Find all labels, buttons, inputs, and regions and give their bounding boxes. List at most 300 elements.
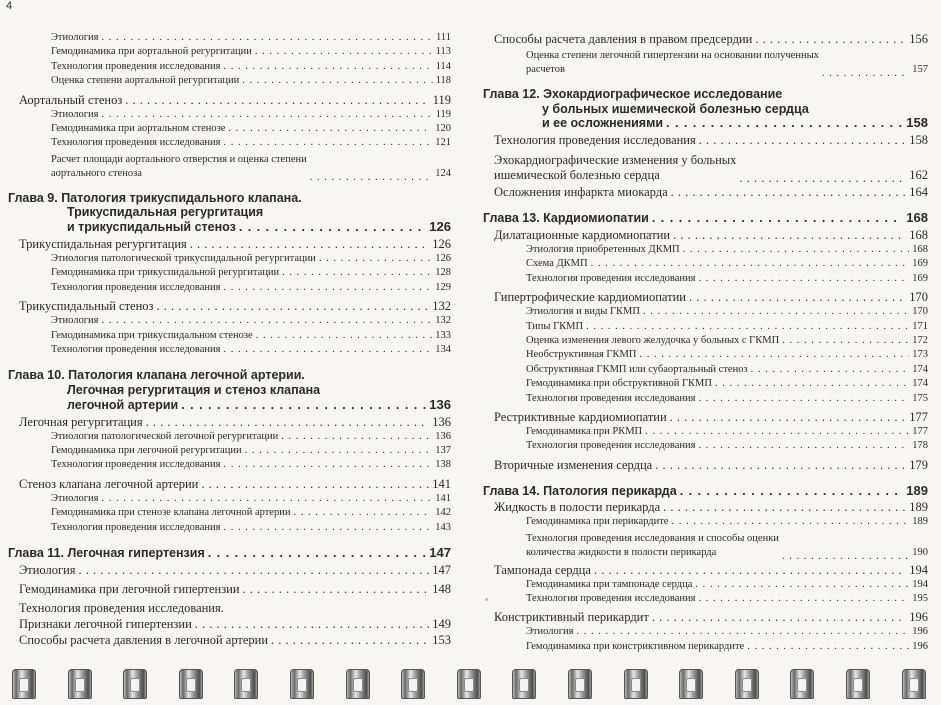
toc-entry-title-line: количества жидкости в полости перикарда bbox=[526, 547, 717, 559]
chapter-title: и трикуспидальный стеноз bbox=[67, 220, 236, 235]
chapter-title-line bbox=[8, 220, 451, 235]
toc-leader-dots bbox=[190, 238, 429, 251]
binding-ring bbox=[346, 669, 370, 699]
toc-entry-title: Технология проведения исследования bbox=[526, 392, 696, 404]
toc-entry-title: Технология проведения исследования. bbox=[19, 600, 224, 615]
toc-leader-dots bbox=[181, 398, 426, 411]
chapter-title: и ее осложнениями bbox=[542, 116, 664, 131]
toc-entry-title: Способы расчета давления в легочной артерии bbox=[19, 632, 269, 647]
toc-entry-title: Трикуспидальный стеноз bbox=[19, 299, 154, 314]
binding-ring bbox=[846, 669, 870, 699]
toc-entry-page: 170 bbox=[909, 290, 928, 305]
toc-leader-dots bbox=[319, 254, 432, 265]
chapter-heading bbox=[8, 546, 451, 561]
toc-entry-title: Констриктивный перикардит bbox=[494, 610, 649, 625]
toc-leader-dots bbox=[310, 171, 433, 182]
chapter-page: 147 bbox=[429, 545, 451, 561]
toc-entry bbox=[526, 594, 928, 608]
toc-entry-title: Тампонада сердца bbox=[494, 562, 591, 577]
toc-entry-title: Технология проведения исследования bbox=[51, 281, 221, 293]
toc-entry-page: 190 bbox=[912, 547, 928, 559]
toc-entry bbox=[526, 642, 928, 656]
toc-entry bbox=[19, 564, 451, 580]
toc-entry-title: Этиология bbox=[51, 108, 99, 120]
toc-entry-title: Дилатационные кардиомиопатии bbox=[494, 228, 671, 242]
toc-leader-dots bbox=[680, 484, 904, 497]
binding-ring bbox=[234, 669, 258, 699]
toc-leader-dots bbox=[586, 322, 909, 333]
toc-entry bbox=[51, 76, 451, 90]
binding-ring bbox=[735, 669, 759, 699]
toc-entry-title: Вторичные изменения сердца bbox=[494, 457, 653, 472]
toc-leader-dots bbox=[243, 583, 430, 596]
toc-entry bbox=[526, 379, 928, 393]
binding-ring bbox=[902, 669, 926, 699]
toc-entry bbox=[19, 634, 451, 650]
page-number: 4 bbox=[6, 0, 13, 12]
toc-leader-dots bbox=[689, 291, 906, 304]
toc-entry-title: Гемодинамика при аортальной регургитации bbox=[51, 46, 252, 58]
toc-entry-page: 126 bbox=[435, 252, 451, 264]
chapter-heading bbox=[8, 191, 451, 235]
toc-entry-page: 119 bbox=[435, 108, 451, 120]
toc-entry-title bbox=[51, 153, 307, 182]
binding-ring bbox=[624, 669, 648, 699]
toc-right-column bbox=[483, 33, 928, 656]
toc-leader-dots bbox=[645, 427, 909, 438]
toc-leader-dots bbox=[698, 441, 909, 452]
binding-ring bbox=[401, 669, 425, 699]
toc-entry bbox=[51, 460, 451, 474]
toc-leader-dots bbox=[255, 47, 433, 58]
toc-entry-page: 124 bbox=[435, 168, 451, 180]
toc-entry-title: Стеноз клапана легочной артерии bbox=[19, 476, 199, 491]
toc-entry bbox=[51, 316, 451, 330]
toc-entry-title: Технология проведения исследования bbox=[51, 137, 221, 149]
toc-entry-title: Технология проведения исследования bbox=[51, 60, 221, 72]
toc-entry bbox=[19, 238, 451, 254]
toc-entry-page: 170 bbox=[912, 306, 928, 318]
toc-entry-page: 168 bbox=[912, 244, 928, 255]
toc-entry bbox=[51, 508, 451, 522]
toc-entry bbox=[51, 432, 451, 446]
toc-leader-dots bbox=[822, 67, 909, 78]
toc-leader-dots bbox=[245, 446, 433, 457]
chapter-page: 189 bbox=[906, 482, 928, 498]
binding-ring bbox=[12, 669, 36, 699]
toc-entry-title-line: Эхокардиографические изменения у больных bbox=[494, 153, 737, 168]
toc-entry-title-line: ишемической болезнью сердца bbox=[494, 168, 660, 183]
chapter-title-line: Глава 9. Патология трикуспидального клапана. bbox=[8, 190, 302, 205]
toc-entry-title bbox=[494, 153, 736, 183]
toc-entry-page: 177 bbox=[909, 409, 928, 424]
toc-entry-page: 175 bbox=[912, 392, 928, 404]
chapter-title-line: Глава 10. Патология клапана легочной артерии. bbox=[8, 368, 305, 383]
chapter-page: 126 bbox=[429, 219, 451, 235]
toc-entry bbox=[526, 441, 928, 455]
toc-entry bbox=[494, 229, 928, 245]
toc-entry bbox=[526, 322, 928, 336]
toc-leader-dots bbox=[125, 94, 429, 107]
toc-entry-page: 138 bbox=[435, 459, 451, 471]
toc-entry-title-line: Расчет площади аортального отверстия и оценка степени bbox=[51, 153, 307, 165]
toc-leader-dots bbox=[671, 517, 909, 528]
toc-leader-dots bbox=[751, 365, 910, 376]
chapter-title-line bbox=[8, 546, 451, 561]
toc-leader-dots bbox=[228, 124, 432, 135]
toc-entry-title: Рестриктивные кардиомиопатии bbox=[494, 409, 667, 424]
toc-entry-page: 137 bbox=[435, 445, 451, 457]
toc-entry bbox=[51, 153, 451, 182]
toc-entry-title: Гемодинамика при констриктивном перикардите bbox=[526, 640, 745, 652]
toc-entry bbox=[526, 365, 928, 379]
toc-entry bbox=[526, 307, 928, 321]
toc-leader-dots bbox=[239, 220, 426, 233]
toc-entry bbox=[526, 627, 928, 641]
toc-entry-page: 141 bbox=[435, 492, 451, 504]
toc-entry-page: 132 bbox=[435, 315, 451, 327]
toc-entry bbox=[51, 268, 451, 282]
toc-entry bbox=[494, 501, 928, 517]
toc-entry bbox=[526, 259, 928, 273]
toc-entry bbox=[51, 446, 451, 460]
toc-leader-dots bbox=[577, 627, 910, 638]
toc-entry-page: 114 bbox=[435, 60, 451, 72]
toc-entry-page: 171 bbox=[912, 320, 928, 332]
chapter-heading bbox=[483, 484, 928, 499]
toc-leader-dots bbox=[655, 459, 906, 472]
toc-entry-title: Гемодинамика при РКМП bbox=[526, 425, 643, 437]
toc-entry bbox=[19, 602, 451, 618]
toc-entry-title: Гемодинамика при аортальном стенозе bbox=[51, 122, 226, 134]
toc-leader-dots bbox=[256, 331, 433, 342]
toc-entry-title: Обструктивная ГКМП или субаортальный стеноз bbox=[526, 363, 748, 375]
toc-entry bbox=[51, 523, 451, 537]
toc-entry-page: 177 bbox=[912, 425, 928, 437]
toc-entry bbox=[494, 411, 928, 427]
toc-entry-page: 158 bbox=[909, 133, 928, 148]
toc-entry-title: Этиология bbox=[51, 315, 99, 327]
toc-leader-dots bbox=[699, 134, 907, 147]
toc-entry bbox=[526, 394, 928, 408]
toc-entry-title bbox=[526, 49, 819, 78]
toc-leader-dots bbox=[223, 138, 432, 149]
chapter-title-line bbox=[483, 116, 928, 131]
toc-entry-page: 148 bbox=[432, 581, 451, 596]
toc-leader-dots bbox=[670, 411, 907, 424]
toc-entry-page: 194 bbox=[912, 578, 928, 590]
toc-entry bbox=[526, 580, 928, 594]
toc-entry-title: Гемодинамика при легочной регургитации bbox=[51, 445, 242, 457]
binding-ring bbox=[68, 669, 92, 699]
chapter-title: Глава 14. Патология перикарда bbox=[483, 483, 677, 498]
binding-ring bbox=[679, 669, 703, 699]
toc-entry-title: Этиология bbox=[51, 492, 99, 504]
toc-entry-page: 156 bbox=[909, 32, 928, 46]
chapter-title-line: Трикуспидальная регургитация bbox=[67, 205, 264, 220]
binding-ring bbox=[179, 669, 203, 699]
toc-leader-dots bbox=[591, 259, 910, 270]
toc-entry-page: 157 bbox=[912, 64, 928, 76]
toc-entry bbox=[51, 110, 451, 124]
toc-entry-page: 172 bbox=[912, 334, 928, 346]
chapter-title-line bbox=[8, 398, 451, 413]
toc-leader-dots bbox=[223, 283, 432, 294]
toc-entry-title: Способы расчета давления в правом предсердии bbox=[494, 32, 753, 46]
toc-leader-dots bbox=[663, 501, 906, 514]
toc-entry-title-line: Оценка степени легочной гипертензии на основании полученных bbox=[526, 50, 819, 61]
toc-leader-dots bbox=[666, 116, 903, 129]
toc-entry-title bbox=[526, 532, 779, 561]
toc-entry-page: 143 bbox=[435, 521, 451, 533]
toc-leader-dots bbox=[102, 110, 433, 121]
toc-entry-page: 173 bbox=[912, 349, 928, 361]
toc-leader-dots bbox=[223, 345, 432, 356]
toc-entry bbox=[526, 274, 928, 288]
toc-leader-dots bbox=[223, 460, 432, 471]
toc-leader-dots bbox=[282, 268, 432, 279]
toc-leader-dots bbox=[755, 33, 906, 46]
toc-entry bbox=[51, 124, 451, 138]
toc-entry-title: Технология проведения исследования bbox=[526, 272, 696, 284]
chapter-page: 168 bbox=[906, 210, 928, 226]
toc-entry-page: 121 bbox=[435, 137, 451, 149]
toc-entry-title: Гемодинамика при стенозе клапана легочной артерии bbox=[51, 507, 291, 519]
toc-entry-page: 133 bbox=[435, 329, 451, 341]
binding-ring bbox=[290, 669, 314, 699]
toc-entry-title: Необструктивная ГКМП bbox=[526, 349, 637, 361]
toc-entry bbox=[51, 47, 451, 61]
toc-leader-dots bbox=[208, 546, 427, 559]
toc-entry-title: Гемодинамика при трикуспидальной регургитации bbox=[51, 267, 280, 279]
toc-entry-title-line: расчетов bbox=[526, 64, 565, 76]
toc-entry-title-line: аортального стеноза bbox=[51, 168, 142, 180]
toc-entry bbox=[51, 283, 451, 297]
chapter-title-line: у больных ишемической болезнью сердца bbox=[542, 101, 809, 116]
toc-entry bbox=[526, 427, 928, 441]
toc-entry-title: Этиология и виды ГКМП bbox=[526, 306, 640, 318]
toc-entry-page: 179 bbox=[909, 457, 928, 472]
chapter-title-line bbox=[483, 484, 928, 499]
toc-leader-dots bbox=[747, 642, 909, 653]
toc-entry-page: 113 bbox=[435, 46, 451, 58]
toc-entry-page: 128 bbox=[435, 267, 451, 279]
binding-ring bbox=[512, 669, 536, 699]
toc-leader-dots bbox=[102, 494, 433, 505]
toc-entry-title: Оценка степени аортальной регургитации bbox=[51, 75, 240, 87]
toc-leader-dots bbox=[652, 611, 906, 624]
toc-entry bbox=[494, 186, 928, 202]
toc-entry-page: 196 bbox=[912, 626, 928, 638]
toc-entry bbox=[526, 336, 928, 350]
toc-entry-page: 147 bbox=[432, 562, 451, 577]
toc-leader-dots bbox=[271, 634, 429, 647]
toc-leader-dots bbox=[782, 550, 909, 561]
toc-entry-title: Жидкость в полости перикарда bbox=[494, 500, 661, 515]
toc-left-column bbox=[8, 33, 451, 650]
toc-entry bbox=[51, 331, 451, 345]
toc-entry-title: Гемодинамика при перикардите bbox=[526, 516, 669, 528]
toc-entry-page: 194 bbox=[909, 562, 928, 577]
toc-entry-title: Технология проведения исследования bbox=[51, 343, 221, 355]
toc-entry-title: Этиология патологической трикуспидальной регургитации bbox=[51, 252, 316, 264]
toc-entry bbox=[51, 33, 451, 47]
toc-entry bbox=[51, 138, 451, 152]
toc-entry-title: Этиология патологической легочной регургитации bbox=[51, 430, 279, 442]
toc-leader-dots bbox=[79, 564, 430, 577]
toc-entry bbox=[19, 416, 451, 432]
toc-leader-dots bbox=[698, 394, 909, 405]
toc-entry-title: Этиология bbox=[51, 32, 99, 43]
binding-ring bbox=[790, 669, 814, 699]
toc-entry bbox=[19, 94, 451, 110]
chapter-title: легочной артерии bbox=[67, 397, 179, 412]
chapter-heading bbox=[483, 87, 928, 131]
toc-entry-page: 169 bbox=[912, 258, 928, 270]
toc-entry-page: 195 bbox=[912, 593, 928, 605]
toc-entry bbox=[526, 517, 928, 531]
toc-entry-title: Технология проведения исследования bbox=[51, 459, 221, 471]
toc-entry-page: 132 bbox=[432, 299, 451, 314]
toc-entry-title: Легочная регургитация bbox=[19, 414, 143, 429]
toc-entry-page: 142 bbox=[435, 507, 451, 519]
chapter-page: 158 bbox=[906, 115, 928, 131]
chapter-heading bbox=[483, 211, 928, 226]
toc-entry-title: Оценка изменения левого желудочка у больных с ГКМП bbox=[526, 334, 780, 346]
toc-entry-page: 119 bbox=[432, 92, 451, 107]
toc-entry-page: 129 bbox=[435, 281, 451, 293]
toc-entry-title: Осложнения инфаркта миокарда bbox=[494, 185, 668, 200]
toc-entry-page: 111 bbox=[436, 32, 451, 43]
binding-ring bbox=[123, 669, 147, 699]
binding-ring bbox=[568, 669, 592, 699]
toc-leader-dots bbox=[739, 171, 906, 184]
toc-entry-page: 141 bbox=[432, 476, 451, 491]
toc-entry-title: Аортальный стеноз bbox=[19, 92, 123, 107]
toc-entry-page: 196 bbox=[909, 610, 928, 625]
toc-entry-title: Этиология bbox=[526, 626, 574, 638]
toc-entry bbox=[526, 350, 928, 364]
toc-entry-page: 136 bbox=[435, 430, 451, 442]
toc-entry bbox=[494, 153, 928, 183]
toc-leader-dots bbox=[195, 618, 429, 631]
toc-entry-page: 164 bbox=[909, 185, 928, 200]
toc-leader-dots bbox=[671, 186, 907, 199]
toc-entry-title: Технология проведения исследования bbox=[526, 593, 696, 605]
toc-entry bbox=[494, 134, 928, 150]
toc-entry bbox=[19, 618, 451, 634]
toc-leader-dots bbox=[673, 229, 906, 242]
toc-entry-title: Технология проведения исследования bbox=[51, 521, 221, 533]
toc-entry bbox=[494, 564, 928, 580]
toc-entry bbox=[51, 345, 451, 359]
toc-leader-dots bbox=[594, 564, 906, 577]
toc-entry-title: Гемодинамика при обструктивной ГКМП bbox=[526, 378, 712, 390]
toc-entry-title: Этиология приобретенных ДКМП bbox=[526, 244, 680, 255]
toc-entry-page: 189 bbox=[912, 516, 928, 528]
chapter-title-line: Легочная регургитация и стеноз клапана bbox=[67, 383, 321, 398]
toc-entry bbox=[51, 62, 451, 76]
toc-entry-page: 169 bbox=[912, 272, 928, 284]
chapter-title: Глава 11. Легочная гипертензия bbox=[8, 546, 205, 561]
toc-entry-title: Технология проведения исследования bbox=[494, 133, 696, 148]
binding-ring bbox=[457, 669, 481, 699]
toc-leader-dots bbox=[293, 508, 432, 519]
chapter-title-line: Глава 12. Эхокардиографическое исследование bbox=[483, 86, 783, 101]
toc-entry-title: Признаки легочной гипертензии bbox=[19, 616, 192, 631]
toc-entry-page: 153 bbox=[432, 632, 451, 647]
toc-entry-page: 189 bbox=[909, 500, 928, 515]
toc-entry bbox=[19, 300, 451, 316]
toc-entry-page: 149 bbox=[432, 616, 451, 631]
toc-entry bbox=[526, 245, 928, 259]
toc-leader-dots bbox=[102, 33, 434, 44]
toc-entry-title: Гипертрофические кардиомиопатии bbox=[494, 290, 686, 305]
toc-entry-page: 118 bbox=[435, 75, 451, 87]
toc-entry bbox=[51, 494, 451, 508]
toc-entry-title: Трикуспидальная регургитация bbox=[19, 236, 187, 251]
toc-leader-dots bbox=[223, 62, 432, 73]
toc-leader-dots bbox=[715, 379, 909, 390]
toc-leader-dots bbox=[639, 350, 909, 361]
toc-entry-page: 168 bbox=[909, 228, 928, 242]
toc-leader-dots bbox=[698, 274, 909, 285]
toc-entry bbox=[526, 532, 928, 561]
toc-leader-dots bbox=[223, 523, 432, 534]
toc-entry bbox=[19, 583, 451, 599]
toc-entry-title: Типы ГКМП bbox=[526, 320, 584, 332]
toc-entry-page: 136 bbox=[432, 414, 451, 429]
toc-entry-page: 120 bbox=[435, 122, 451, 134]
toc-entry-title: Гемодинамика при легочной гипертензии bbox=[19, 581, 240, 596]
toc-leader-dots bbox=[102, 316, 433, 327]
toc-entry-page: 174 bbox=[912, 378, 928, 390]
toc-leader-dots bbox=[643, 307, 909, 318]
spiral-binding bbox=[0, 663, 941, 705]
toc-entry-page: 162 bbox=[909, 168, 928, 183]
toc-entry-title: Гемодинамика при тампонаде сердца bbox=[526, 578, 693, 590]
chapter-title-line bbox=[483, 211, 928, 226]
toc-entry-page: 178 bbox=[912, 440, 928, 452]
toc-leader-dots bbox=[698, 594, 909, 605]
toc-entry-page: 174 bbox=[912, 363, 928, 375]
scan-speck bbox=[485, 598, 488, 601]
toc-entry-title: Схема ДКМП bbox=[526, 258, 588, 270]
toc-leader-dots bbox=[146, 416, 430, 429]
toc-leader-dots bbox=[156, 300, 429, 313]
toc-leader-dots bbox=[652, 211, 903, 224]
toc-leader-dots bbox=[782, 336, 909, 347]
toc-entry bbox=[526, 49, 928, 78]
toc-entry bbox=[19, 478, 451, 494]
toc-entry bbox=[494, 33, 928, 49]
toc-entry bbox=[51, 254, 451, 268]
toc-entry-title: Технология проведения исследования bbox=[526, 440, 696, 452]
toc-entry-page: 196 bbox=[912, 640, 928, 652]
toc-leader-dots bbox=[281, 432, 432, 443]
toc-entry-page: 126 bbox=[432, 236, 451, 251]
chapter-page: 136 bbox=[429, 396, 451, 412]
toc-entry-title: Этиология bbox=[19, 562, 76, 577]
toc-entry-page: 134 bbox=[435, 343, 451, 355]
toc-entry-title-line: Технология проведения исследования и способы оценки bbox=[526, 532, 779, 544]
toc-leader-dots bbox=[683, 245, 910, 256]
chapter-title: Глава 13. Кардиомиопатии bbox=[483, 211, 649, 226]
toc-entry bbox=[494, 611, 928, 627]
toc-entry bbox=[494, 459, 928, 475]
toc-leader-dots bbox=[201, 478, 429, 491]
chapter-heading bbox=[8, 368, 451, 412]
